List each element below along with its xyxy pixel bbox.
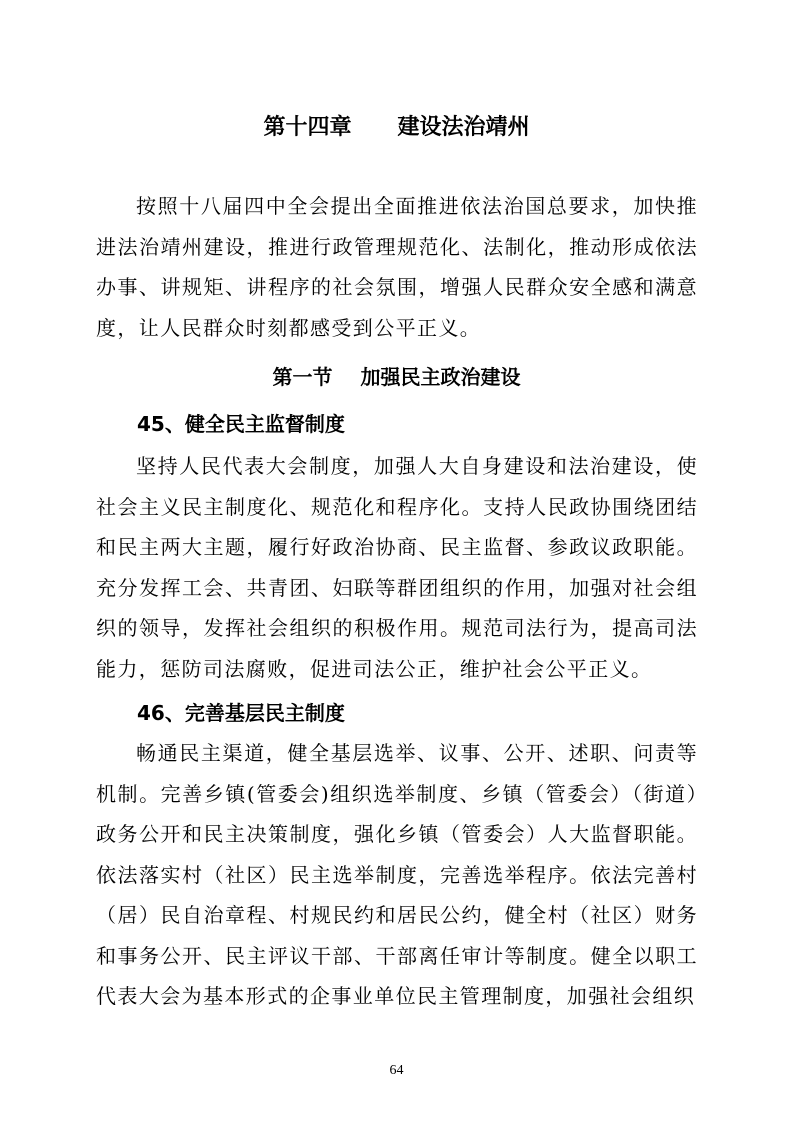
item-heading-46: 46、完善基层民主制度: [137, 701, 345, 725]
item-heading-45: 45、健全民主监督制度: [137, 412, 345, 436]
section-name: 加强民主政治建设: [360, 365, 521, 389]
chapter-number: 第十四章: [263, 115, 352, 140]
page-number: 64: [389, 1063, 404, 1078]
chapter-name: 建设法治靖州: [397, 115, 530, 140]
section-number: 第一节: [272, 365, 333, 389]
item-paragraph-46: 畅通民主渠道，健全基层选举、议事、公开、述职、问责等机制。完善乡镇(管委会)组织选举制度、乡镇（管委会）（街道）政务公开和民主决策制度，强化乡镇（管委会）人大监督职能。依法落实村（社区）民主选举制度，完善选举程序。依法完善村（居）民自治章程、村规民约和居民公约，健全村（社区）财务和事务公开、民主评议干部、干部离任审计等制度。健全以职工代表大会为基本形式的企事业单位民主管理制度，加强社会组织: [96, 741, 698, 1008]
section-title: [0, 362, 793, 392]
item-paragraph-45: 坚持人民代表大会制度，加强人大自身建设和法治建设，使社会主义民主制度化、规范化和程序化。支持人民政协围绕团结和民主两大主题，履行好政治协商、民主监督、参政议政职能。充分发挥工会、共青团、妇联等群团组织的作用，加强对社会组织的领导，发挥社会组织的积极作用。规范司法行为，提高司法能力，惩防司法腐败，促进司法公正，维护社会公平正义。: [96, 454, 698, 681]
intro-paragraph: 按照十八届四中全会提出全面推进依法治国总要求，加快推进法治靖州建设，推进行政管理规范化、法制化，推动形成依法办事、讲规矩、讲程序的社会氛围，增强人民群众安全感和满意度，让人民群众时刻都感受到公平正义。: [96, 194, 698, 340]
chapter-title: [0, 113, 793, 143]
